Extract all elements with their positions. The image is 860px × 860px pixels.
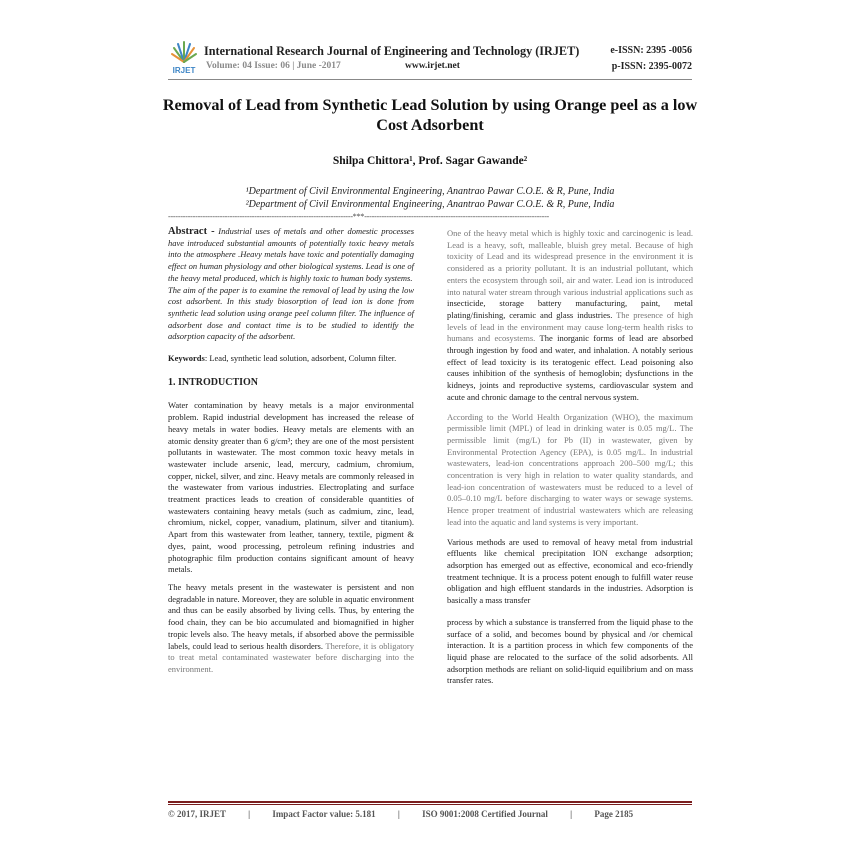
adsorption-paragraph: process by which a substance is transferred from the liquid phase to the surface of a solid, and becomes bound by physical and /or chemical interaction. It is a partition process in which few components of the liquid phase are relocated to the surface of the solid adsorbents. All adsorption methods are reliant on solid-liquid equilibrium and on mass transfer rates. — [447, 616, 693, 686]
logo-text: IRJET — [172, 66, 196, 75]
footer-rule-thick — [168, 801, 692, 803]
page-footer — [168, 809, 692, 819]
lead-paragraph — [447, 228, 693, 404]
abstract-text-1: Industrial uses of metals and other domestic processes have introduced substantial amounts of potentially toxic heavy metals into the atmosphere .Heavy metals have toxic and potentially damaging effect on human physiology and other biological systems. Lead is one of the heavy metal produced, which is highly toxic to human body systems. — [168, 226, 414, 283]
footer-impact-factor: Impact Factor value: 5.181 — [272, 809, 376, 819]
volume-issue: Volume: 04 Issue: 06 | June -2017 — [206, 61, 341, 71]
paper-title: Removal of Lead from Synthetic Lead Solution by using Orange peel as a low Cost Adsorbent — [162, 96, 698, 134]
footer-divider-3: | — [570, 809, 573, 819]
journal-header — [168, 40, 692, 78]
footer-divider-2: | — [397, 809, 400, 819]
paper-authors: Shilpa Chittora¹, Prof. Sagar Gawande² — [332, 155, 528, 167]
footer-page-number: Page 2185 — [594, 809, 634, 819]
footer-divider-1: | — [248, 809, 251, 819]
intro-paragraph-2-text: The heavy metals present in the wastewater is persistent and non degradable in nature. Moreover, they are soluble in aquatic environment and thus can be easily absorbed by living cells. Thus, by entering the food chain, they can be bio accumulated and biomagnified in higher tropic levels also. The heavy metals, if absorbed above the permissible labels, could lead to serious health disorders. — [168, 581, 414, 651]
keywords-label: Keywords — [168, 353, 205, 364]
introduction-heading: 1. INTRODUCTION — [168, 376, 259, 388]
header-rule — [168, 79, 692, 80]
abstract-text-2: The aim of the paper is to examine the removal of lead by using the low cost adsorbent. In this study biosorption of lead ion is done from synthetic lead solution using orange peel column filter. The influence of adsorbent dose and contact time is to be studied to identify the adsorption capacity of the adsorbent. — [168, 284, 414, 342]
abstract — [168, 226, 414, 343]
affiliation-2: ²Department of Civil Environmental Engineering, Anantrao Pawar C.O.E. & R, Pune, India — [245, 199, 615, 210]
e-issn: e-ISSN: 2395 -0056 — [610, 45, 692, 56]
intro-paragraph-1: Water contamination by heavy metals is a major environmental problem. Rapid industrial development has increased the release of heavy metals in water bodies. Heavy metals are elements with an atomic density greater than 6 g/cm³; they are one of the most persistent pollutants in wastewater. The most common toxic heavy metals in wastewater include arsenic, lead, mercury, cadmium, chromium, copper, nickel, silver, and zinc. Heavy metals are commonly released in the wastewater from various industries. Electroplating and surface treatment practices leads to creation of considerable quantities of wastewaters containing heavy metals (such as cadmium, zinc, lead, chromium, nickel, copper, vanadium, platinum, silver and titanium). Apart from this wastewater from leather, tannery, textile, pigment & dyes, paint, wood processing, petroleum refining industries and photographic film production contains significant amount of heavy metals. — [168, 400, 414, 575]
journal-name: International Research Journal of Engineering and Technology (IRJET) — [204, 44, 580, 58]
footer-rule-thin — [168, 804, 692, 805]
lead-paragraph-dark: insecticide, storage battery manufacturing, paint, metal plating/finishing, ceramic and glass industries. — [447, 298, 693, 320]
who-paragraph: According to the World Health Organization (WHO), the maximum permissible limit (MPL) of lead in drinking water is 0.05 mg/L. The permissible limit (mg/L) for Pb (II) in wastewater, given by Environmental Protection Agency (EPA), is 0.05 mg/L. In industrial wastewaters, lead-ion concentrations approach 200–500 mg/L; this concentration is very high in relation to water quality standards, and lead-ion concentration of wastewaters must be reduced to a level of 0.05–0.10 mg/L before discharging to water ways or sewage systems. Hence proper treatment of industrial wastewaters which are releasing lead into the aquatic and land systems is very important. — [447, 411, 693, 527]
footer-copyright: © 2017, IRJET — [168, 809, 226, 819]
intro-paragraph-2-grey: Therefore, it is obligatory to treat metal contaminated wastewater before discharging into the environment. — [168, 640, 414, 674]
section-separator: ---------------------------------------------------------------------------***--------------------------------------------------------------------------- — [168, 212, 550, 221]
lead-paragraph-grey: One of the heavy metal which is highly toxic and carcinogenic is lead. Lead is a heavy, soft, malleable, bluish grey metal. Because of high toxicity of Lead and its widespread presence in the environment it is considered as a priority pollutant. It is an industrial pollutant, which enters the ecosystem through soil, air and water. Lead ion is introduced into natural water stream through various industrial applications such as — [447, 228, 693, 297]
p-issn: p-ISSN: 2395-0072 — [611, 61, 692, 72]
intro-paragraph-2 — [168, 582, 414, 676]
lead-paragraph-grey-2: The presence of high levels of lead in the environment may cause long-term health risks to humans and ecosystems. — [447, 309, 693, 344]
footer-iso: ISO 9001:2008 Certified Journal — [422, 809, 548, 819]
irjet-logo — [168, 40, 200, 76]
right-column — [447, 226, 693, 693]
keywords-text: : Lead, synthetic lead solution, adsorbent, Column filter. — [204, 353, 397, 364]
left-column — [168, 226, 414, 682]
journal-website[interactable]: www.irjet.net — [405, 61, 460, 71]
abstract-heading: Abstract - — [168, 226, 215, 237]
keywords — [168, 353, 414, 365]
lead-paragraph-toxicity: The inorganic forms of lead are absorbed through ingestion by food and water, and inhalation. A notably serious effect of lead toxicity is its teratogenic effect. Lead poisoning also causes inhibition of the synthesis of hemoglobin; dysfunctions in the kidneys, joints and reproductive systems, cardiovascular system and acute and chronic damage to the central nervous system. — [447, 333, 693, 402]
affiliation-1: ¹Department of Civil Environmental Engineering, Anantrao Pawar C.O.E. & R, Pune, India — [245, 186, 615, 197]
methods-paragraph: Various methods are used to removal of heavy metal from industrial effluents like chemical precipitation ION exchange adsorption; adsorption has emerged out as effective, economical and eco-friendly treatment technique. It is a process potent enough to fulfill water reuse obligation and high effluent standards in the industries. Adsorption is basically a mass transfer — [447, 536, 693, 606]
